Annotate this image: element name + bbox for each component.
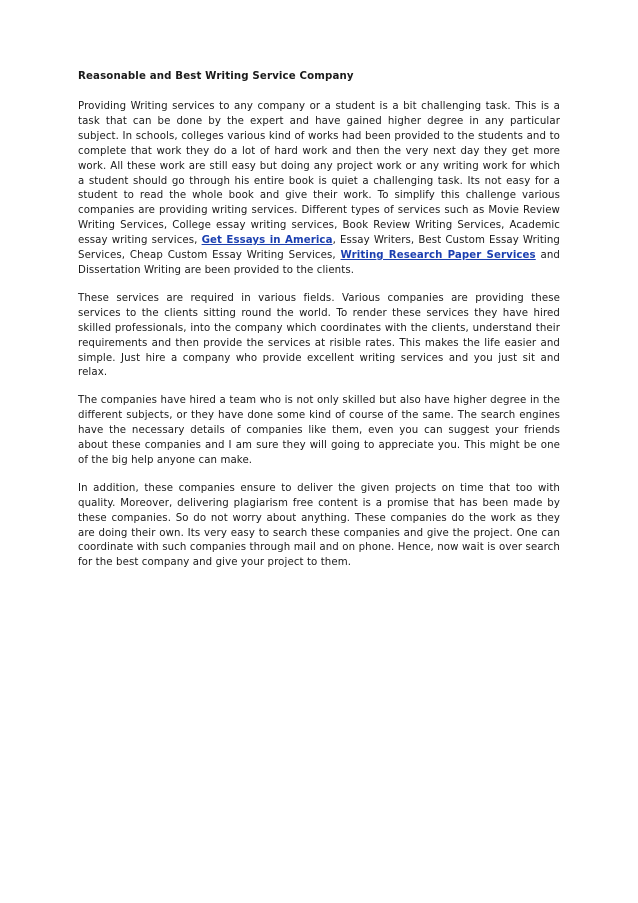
- paragraph-1-text-c: and Dissertation Writing are been provided to the clients.: [78, 250, 560, 276]
- paragraph-1: [78, 100, 560, 279]
- paragraph-1-text-a: Providing Writing services to any company or a student is a bit challenging task. This is a task that can be done by the expert and have gained higher degree in any particular subject. In schools, colleges various kind of works had been provided to the students and to complete that work they do a lot of hard work and then the very next day they get more work. All these work are still easy but doing any project work or any writing work for which a student should go through his entire book is quiet a challenging task. Its not easy for a student to read the whole book and give their work. To simplify this challenge various companies are providing writing services. Different types of services such as Movie Review Writing Services, College essay writing services, Book Review Writing Services, Academic essay writing services,: [78, 101, 560, 247]
- paragraph-2: These services are required in various fields. Various companies are providing these services to the clients sitting round the world. To render these services they have hired skilled professionals, into the company which coordinates with the clients, understand their requirements and then provide the services at risible rates. This makes the life easier and simple. Just hire a company who provide excellent writing services and you just sit and relax.: [78, 292, 560, 379]
- paragraph-4: In addition, these companies ensure to deliver the given projects on time that too with quality. Moreover, delivering plagiarism free content is a promise that has been made by these companies. So do not worry about anything. These companies do the work as they are doing their own. Its very easy to search these companies and give the project. One can coordinate with such companies through mail and on phone. Hence, now wait is over search for the best company and give your project to them.: [78, 482, 560, 569]
- document-title: Reasonable and Best Writing Service Company: [78, 71, 354, 82]
- writing-research-paper-services-link[interactable]: Writing Research Paper Services: [340, 250, 536, 262]
- document-page: [78, 70, 560, 584]
- paragraph-1-text-b: , Essay Writers, Best Custom Essay Writing Services, Cheap Custom Essay Writing Services,: [78, 235, 560, 262]
- paragraph-3: The companies have hired a team who is not only skilled but also have higher degree in the different subjects, or they have done some kind of course of the same. The search engines have the necessary details of companies like them, even you can suggest your friends about these companies and I am sure they will going to appreciate you. This might be one of the big help anyone can make.: [78, 395, 560, 466]
- get-essays-in-america-link[interactable]: Get Essays in America: [201, 235, 333, 247]
